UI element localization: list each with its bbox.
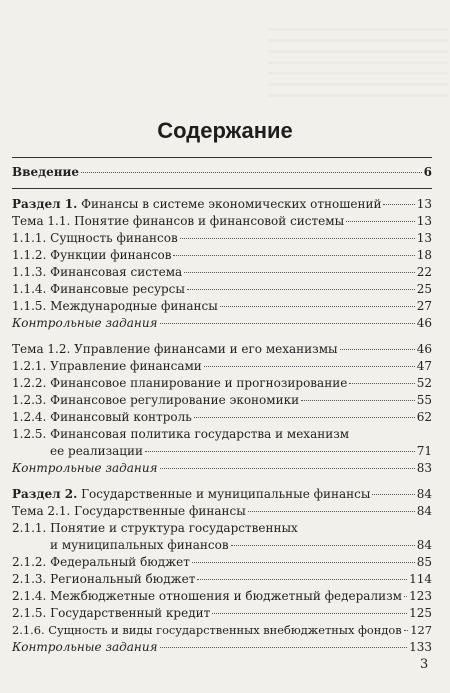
toc-entry[interactable]: 1.1.1. Сущность финансов 13	[12, 231, 432, 245]
toc-entry-intro[interactable]: Введение 6	[12, 165, 432, 179]
leader-dots	[248, 511, 415, 512]
leader-dots	[184, 272, 415, 273]
toc-entry-topic-1-2[interactable]: Тема 1.2. Управление финансами и его механизмы 46	[12, 342, 432, 356]
leader-dots	[160, 647, 408, 648]
toc-entry[interactable]: 2.1.3. Региональный бюджет 114	[12, 572, 432, 586]
leader-dots	[192, 562, 415, 563]
toc-entry-topic-2-1[interactable]: Тема 2.1. Государственные финансы 84	[12, 504, 432, 518]
leader-dots	[204, 366, 415, 367]
leader-dots	[145, 451, 415, 452]
toc-entry-line1[interactable]: 1.2.5. Финансовая политика государства и механизм	[12, 427, 350, 441]
leader-dots	[346, 221, 415, 222]
leader-dots	[187, 289, 415, 290]
toc-entry[interactable]: 2.1.4. Межбюджетные отношения и бюджетный федерализм 123	[12, 589, 432, 603]
leader-dots	[194, 417, 415, 418]
leader-dots	[231, 545, 415, 546]
section-prefix: Раздел 2.	[12, 487, 78, 501]
toc-entry[interactable]: 1.2.1. Управление финансами 47	[12, 359, 432, 373]
leader-dots	[372, 494, 414, 495]
toc-entry[interactable]: 1.2.4. Финансовый контроль 62	[12, 410, 432, 424]
bleed-through-shadow	[268, 28, 448, 98]
leader-dots	[349, 383, 414, 384]
toc-entry-control-tasks[interactable]: Контрольные задания 46	[12, 316, 432, 330]
toc-entry-section-2[interactable]: Раздел 2. Государственные и муниципальные финансы 84	[12, 487, 432, 501]
toc-entry[interactable]: 2.1.2. Федеральный бюджет 85	[12, 555, 432, 569]
toc-entry[interactable]: 1.1.3. Финансовая система 22	[12, 265, 432, 279]
leader-dots	[160, 323, 415, 324]
toc-entry[interactable]: 1.1.5. Международные финансы 27	[12, 299, 432, 313]
page-number: 3	[420, 657, 429, 672]
toc-entry-control-tasks[interactable]: Контрольные задания 83	[12, 461, 432, 475]
toc-entry[interactable]: 2.1.5. Государственный кредит 125	[12, 606, 432, 620]
leader-dots	[383, 204, 414, 205]
leader-dots	[160, 468, 415, 469]
leader-dots	[212, 613, 407, 614]
toc-entry[interactable]: 2.1.6. Сущность и виды государственных внебюджетных фондов 127	[12, 623, 432, 637]
leader-dots	[404, 596, 407, 597]
toc-entry[interactable]: 1.2.3. Финансовое регулирование экономики 55	[12, 393, 432, 407]
toc-entry-line2[interactable]: ее реализации 71	[50, 444, 432, 458]
toc-entry-line2[interactable]: и муниципальных финансов 84	[50, 538, 432, 552]
toc-entry-line1[interactable]: 2.1.1. Понятие и структура государственных	[12, 521, 298, 535]
toc-entry-control-tasks[interactable]: Контрольные задания 133	[12, 640, 432, 654]
top-rule	[12, 157, 432, 158]
toc-entry-section-1[interactable]: Раздел 1. Финансы в системе экономических отношений 13	[12, 197, 432, 211]
intro-rule	[12, 188, 432, 189]
toc-entry[interactable]: 1.2.2. Финансовое планирование и прогнозирование 52	[12, 376, 432, 390]
leader-dots	[340, 349, 415, 350]
leader-dots	[404, 630, 409, 631]
page-title: Содержание	[157, 118, 293, 143]
leader-dots	[301, 400, 415, 401]
toc-entry-topic-1-1[interactable]: Тема 1.1. Понятие финансов и финансовой системы 13	[12, 214, 432, 228]
leader-dots	[180, 238, 415, 239]
toc-entry[interactable]: 1.1.4. Финансовые ресурсы 25	[12, 282, 432, 296]
section-prefix: Раздел 1.	[12, 197, 78, 211]
toc-entry[interactable]: 1.1.2. Функции финансов 18	[12, 248, 432, 262]
leader-dots	[81, 172, 422, 173]
leader-dots	[173, 255, 414, 256]
leader-dots	[220, 306, 415, 307]
leader-dots	[197, 579, 407, 580]
